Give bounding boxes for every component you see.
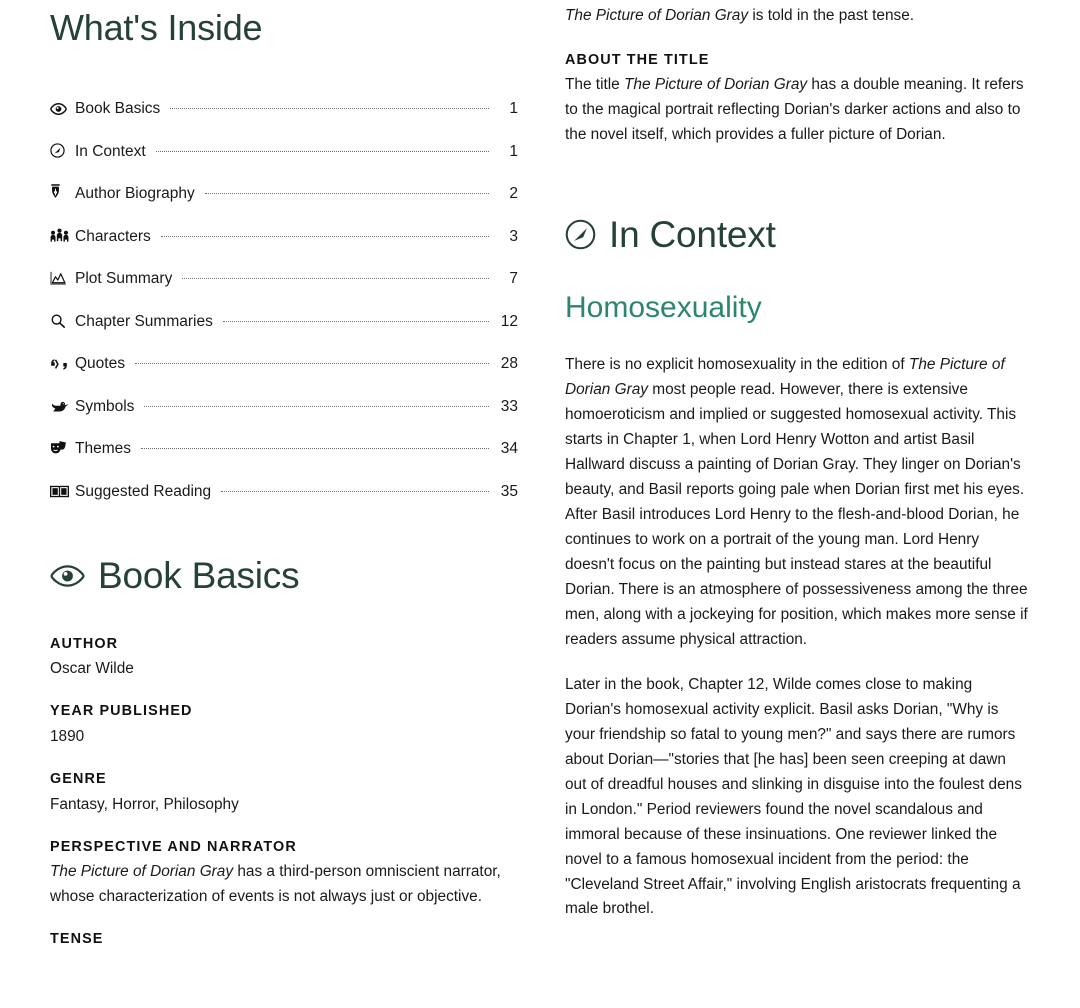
line-chart-icon: [50, 271, 69, 285]
in-context-paragraph-2: Later in the book, Chapter 12, Wilde comes close to making Dorian's homosexual activity explicit. Basil asks Dorian, "Why is your friendship so fatal to young men?" and says there are rumors about Dorian—"stories that [he has] been seen creeping at dawn out of dreadful houses and slinking in disguise into the foulest dens in London." Period reviewers found the novel scandalous and immoral because of these insinuations. One reviewer linked the novel to a famous homosexual incident from the period: the "Cleveland Street Affair," involving English aristocrats frequenting a male brothel.: [565, 675, 1022, 918]
bird-icon: [50, 400, 69, 413]
toc-item-themes[interactable]: [50, 428, 518, 471]
eye-icon: [50, 103, 69, 115]
compass-icon: [565, 219, 596, 250]
fountain-pen-nib-icon: [50, 184, 69, 200]
book-title-italic: The Picture of Dorian Gray: [565, 7, 749, 24]
section-spacer: [565, 168, 1030, 214]
in-context-paragraph-1: [565, 353, 1030, 652]
field-label: ABOUT THE TITLE: [565, 51, 710, 68]
book-title-italic: The Picture of Dorian Gray: [50, 863, 234, 881]
about-text-before: The title: [565, 75, 625, 93]
in-context-heading: [565, 214, 1030, 255]
eye-icon: [50, 564, 85, 588]
para1-before: There is no explicit homosexuality in the edition of: [565, 356, 909, 374]
toc-item-suggested-reading[interactable]: [50, 471, 518, 514]
field-genre: [50, 770, 518, 818]
about-text-after: has a double meaning. It refers to the magical portrait reflecting Dorian's darker actions and also to the novel itself, which provides a fuller picture of Dorian.: [565, 75, 1024, 143]
homosexuality-subheading: Homosexuality: [565, 290, 762, 324]
toc-leader-dots: [156, 150, 489, 152]
field-value: 1890: [50, 728, 85, 746]
toc-item-quotes[interactable]: [50, 343, 518, 386]
in-context-heading-label: In Context: [609, 213, 776, 255]
toc-item-label: Plot Summary: [75, 270, 173, 288]
field-author: [50, 635, 518, 683]
toc-item-author-biography[interactable]: [50, 173, 518, 216]
toc-leader-dots: [141, 447, 489, 449]
toc-item-plot-summary[interactable]: [50, 258, 518, 301]
toc-leader-dots: [170, 107, 489, 109]
toc-leader-dots: [144, 405, 489, 407]
quotation-marks-icon: [50, 359, 69, 370]
toc-page-number: 12: [500, 312, 518, 330]
toc-item-label: Author Biography: [75, 185, 195, 203]
toc-item-label: Chapter Summaries: [75, 312, 213, 330]
toc-item-label: Symbols: [75, 397, 135, 415]
right-column: [565, 0, 1030, 922]
tense-continuation-paragraph: [565, 4, 1030, 29]
toc-item-label: Suggested Reading: [75, 482, 212, 500]
toc-leader-dots: [223, 320, 489, 322]
toc-leader-dots: [221, 490, 489, 492]
toc-page-number: 3: [509, 227, 518, 245]
toc-leader-dots: [205, 192, 489, 194]
toc-item-label: In Context: [75, 142, 146, 160]
book-title-italic: The Picture of Dorian Gray: [624, 75, 808, 93]
para1-after: most people read. However, there is extensive homoeroticism and implied or suggested homosexual activity. This starts in Chapter 1, when Lord Henry Wotton and artist Basil Hallward discuss a painting of Dorian Gray. They linger on Dorian's beauty, and Basil reports going pale when Dorian first met his eyes. After Basil introduces Lord Henry to the flesh-and-blood Dorian, he continues to work on a portrait of the young man. Lord Henry doesn't focus on the painting but instead stares at the beautiful Dorian. There is an atmosphere of possessiveness among the three men, along with a jockeying for position, which makes more sense if readers assume physical attraction.: [565, 381, 1028, 648]
toc-item-label: Book Basics: [75, 100, 161, 118]
toc-page-number: 2: [509, 185, 518, 203]
toc-item-label: Themes: [75, 440, 131, 458]
subheading-spacer: [565, 325, 1030, 353]
field-label: PERSPECTIVE AND NARRATOR: [50, 838, 297, 855]
toc-item-chapter-summaries[interactable]: [50, 301, 518, 344]
book-basics-heading: [50, 555, 518, 596]
field-about-the-title: [565, 51, 1030, 148]
field-value-rest: has a third-person omniscient narrator, whose characterization of events is not always just or objective.: [50, 863, 501, 906]
open-book-icon: [50, 485, 69, 498]
table-of-contents: [50, 88, 518, 513]
field-value: [50, 860, 518, 910]
toc-page-number: 28: [500, 355, 518, 373]
book-basics-section: [50, 555, 518, 949]
toc-item-characters[interactable]: [50, 216, 518, 259]
toc-leader-dots: [182, 277, 489, 279]
field-label: TENSE: [50, 931, 104, 948]
magnifier-icon: [50, 314, 69, 328]
toc-item-book-basics[interactable]: [50, 88, 518, 131]
people-group-icon: [50, 228, 69, 243]
book-basics-fields: [50, 635, 518, 949]
toc-page-number: 35: [500, 482, 518, 500]
toc-item-label: Quotes: [75, 355, 125, 373]
toc-item-label: Characters: [75, 227, 151, 245]
heading-spacer: [565, 255, 1030, 291]
about-the-title-text: [565, 73, 1030, 148]
left-column: [50, 0, 518, 953]
toc-item-symbols[interactable]: [50, 386, 518, 429]
toc-page-number: 1: [509, 142, 518, 160]
theater-masks-icon: [50, 440, 69, 455]
field-value: Fantasy, Horror, Philosophy: [50, 795, 239, 813]
whats-inside-heading: What's Inside: [50, 7, 263, 48]
field-label: AUTHOR: [50, 635, 119, 652]
toc-page-number: 34: [500, 440, 518, 458]
book-basics-heading-label: Book Basics: [98, 555, 300, 597]
field-value: Oscar Wilde: [50, 660, 134, 678]
field-year-published: [50, 702, 518, 750]
toc-item-in-context[interactable]: [50, 131, 518, 174]
toc-page-number: 7: [509, 270, 518, 288]
field-perspective-and-narrator: [50, 838, 518, 911]
field-label: YEAR PUBLISHED: [50, 703, 193, 720]
field-tense: [50, 930, 518, 949]
tense-continuation-rest: is told in the past tense.: [748, 7, 915, 24]
toc-leader-dots: [135, 362, 489, 364]
toc-page-number: 1: [509, 100, 518, 118]
field-label: GENRE: [50, 771, 107, 788]
compass-icon: [50, 143, 69, 158]
book-title-italic: The Picture of Dorian Gray: [565, 356, 1005, 399]
toc-page-number: 33: [500, 397, 518, 415]
toc-leader-dots: [161, 235, 489, 237]
